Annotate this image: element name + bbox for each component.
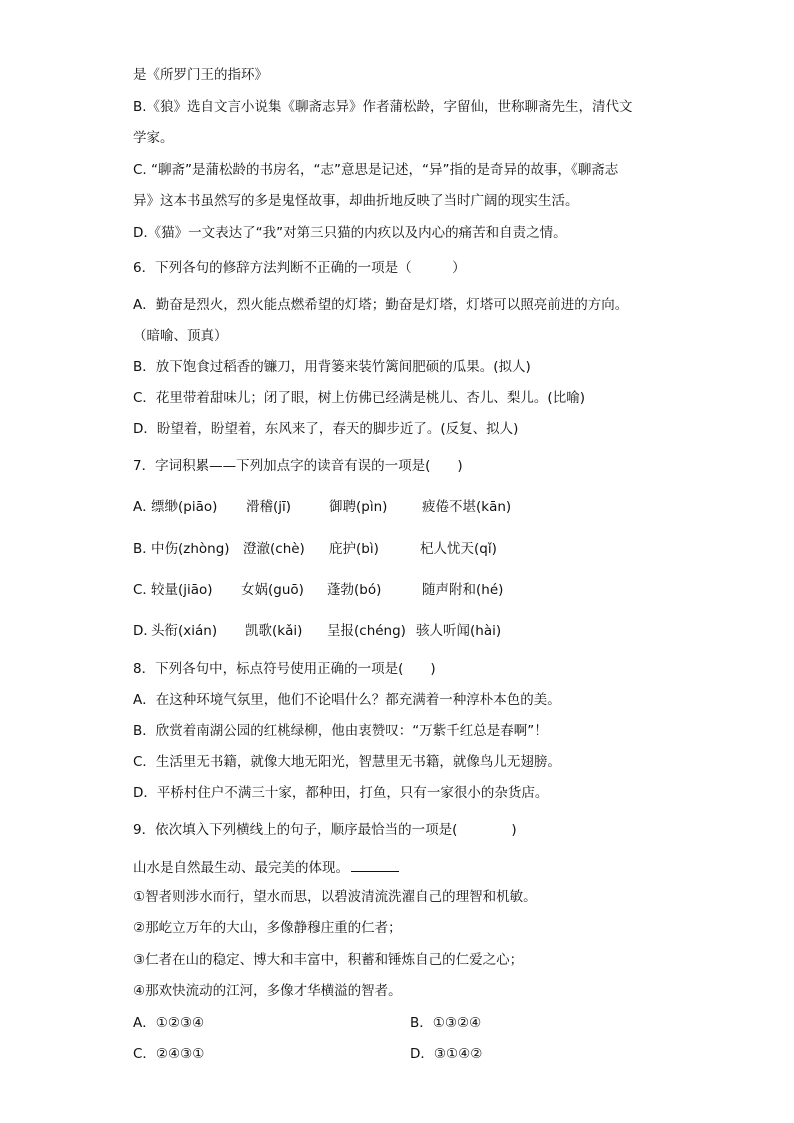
- option-item: 女娲(guō): [241, 582, 304, 598]
- option-item: 随声附和(hé): [422, 582, 504, 598]
- q8-option-b: B．欣赏着南湖公园的红桃绿柳，他由衷赞叹：“万紫千红总是春啊”！: [133, 723, 548, 739]
- option-item: 庇护(bì): [329, 541, 379, 557]
- option-item: 呈报(chéng): [327, 623, 406, 639]
- q9-option-b: B．①③②④: [410, 1015, 482, 1031]
- q8-option-d: D．平桥村住户不满三十家，都种田，打鱼，只有一家很小的杂货店。: [133, 785, 549, 801]
- q6-option-a-line1: A．勤奋是烈火，烈火能点燃希望的灯塔；勤奋是灯塔，灯塔可以照亮前进的方向。: [133, 297, 629, 313]
- q6-stem: 6．下列各句的修辞方法判断不正确的一项是（ ）: [133, 260, 466, 276]
- option-item: 滑稽(jī): [246, 499, 292, 515]
- q9-option-row-2: [133, 1045, 483, 1063]
- option-item: 杞人忧天(qǐ): [420, 541, 497, 557]
- q6-option-b: B．放下饱食过稻香的镰刀，用背篓来装竹篱间肥硕的瓜果。(拟人): [133, 359, 531, 375]
- answer-blank: [351, 857, 399, 872]
- q7-stem: 7．字词积累——下列加点字的读音有误的一项是( ): [133, 458, 463, 474]
- option-item: 御聘(pìn): [329, 499, 388, 515]
- option-item: 头衔(xián): [151, 623, 218, 639]
- option-label: A．: [133, 499, 156, 515]
- q9-option-c: C．②④③①: [133, 1046, 205, 1062]
- q5-option-c-line2: 异》这本书虽然写的多是鬼怪故事，却曲折地反映了当时广阔的现实生活。: [133, 193, 579, 209]
- q6-option-c: C．花里带着甜味儿；闭了眼，树上仿佛已经满是桃儿、杏儿、梨儿。(比喻): [133, 390, 585, 406]
- q9-lead: [133, 857, 399, 875]
- q9-lead-text: 山水是自然最生动、最完美的体现。: [133, 860, 349, 876]
- option-item: 疲倦不堪(kān): [422, 499, 512, 515]
- q8-stem: 8．下列各句中，标点符号使用正确的一项是( ): [133, 661, 436, 677]
- option-label: D．: [133, 623, 157, 639]
- q9-sentence-1: ①智者则涉水而行，望水而思，以碧波清流洗濯自己的理智和机敏。: [133, 889, 537, 905]
- q8-option-a: A．在这种环境气氛里，他们不论唱什么？都充满着一种淳朴本色的美。: [133, 692, 561, 708]
- option-item: 澄澈(chè): [243, 541, 305, 557]
- q9-option-row-1: [133, 1014, 482, 1032]
- q9-option-a: A．①②③④: [133, 1015, 205, 1031]
- q9-stem: 9．依次填入下列横线上的句子，顺序最恰当的一项是( ): [133, 822, 517, 838]
- option-item: 蓬勃(bó): [327, 582, 382, 598]
- q9-sentence-2: ②那屹立万年的大山，多像静穆庄重的仁者；: [133, 920, 402, 936]
- q6-option-d: D．盼望着，盼望着，东风来了，春天的脚步近了。(反复、拟人): [133, 421, 519, 437]
- option-item: 较量(jiāo): [151, 582, 213, 598]
- q9-sentence-4: ④那欢快流动的江河，多像才华横溢的智者。: [133, 983, 402, 999]
- q9-sentence-3: ③仁者在山的稳定、博大和丰富中，积蓄和锤炼自己的仁爱之心；: [133, 952, 524, 968]
- option-item: 凯歌(kǎi): [245, 623, 303, 639]
- q5-option-d: D.《猫》一文表达了“我”对第三只猫的内疚以及内心的痛苦和自责之情。: [133, 225, 567, 241]
- option-item: 中伤(zhòng): [151, 541, 230, 557]
- q8-option-c: C．生活里无书籍，就像大地无阳光，智慧里无书籍，就像鸟儿无翅膀。: [133, 754, 561, 770]
- option-item: 骇人听闻(hài): [416, 623, 502, 639]
- option-item: 缥缈(piāo): [151, 499, 218, 515]
- option-label: B．: [133, 541, 156, 557]
- q6-option-a-line2: （暗喻、顶真）: [133, 328, 228, 344]
- q5-option-b-line1: B.《狼》选自文言小说集《聊斋志异》作者蒲松龄，字留仙，世称聊斋先生，清代文: [133, 99, 633, 115]
- q5-option-c-line1: C. “聊斋”是蒲松龄的书房名，“志”意思是记述，“异”指的是奇异的故事，《聊斋志: [133, 162, 619, 178]
- q9-option-d: D．③①④②: [410, 1046, 483, 1062]
- q5-option-a-tail: 是《所罗门王的指环》: [133, 67, 268, 83]
- q5-option-b-line2: 学家。: [133, 130, 174, 146]
- option-label: C．: [133, 582, 156, 598]
